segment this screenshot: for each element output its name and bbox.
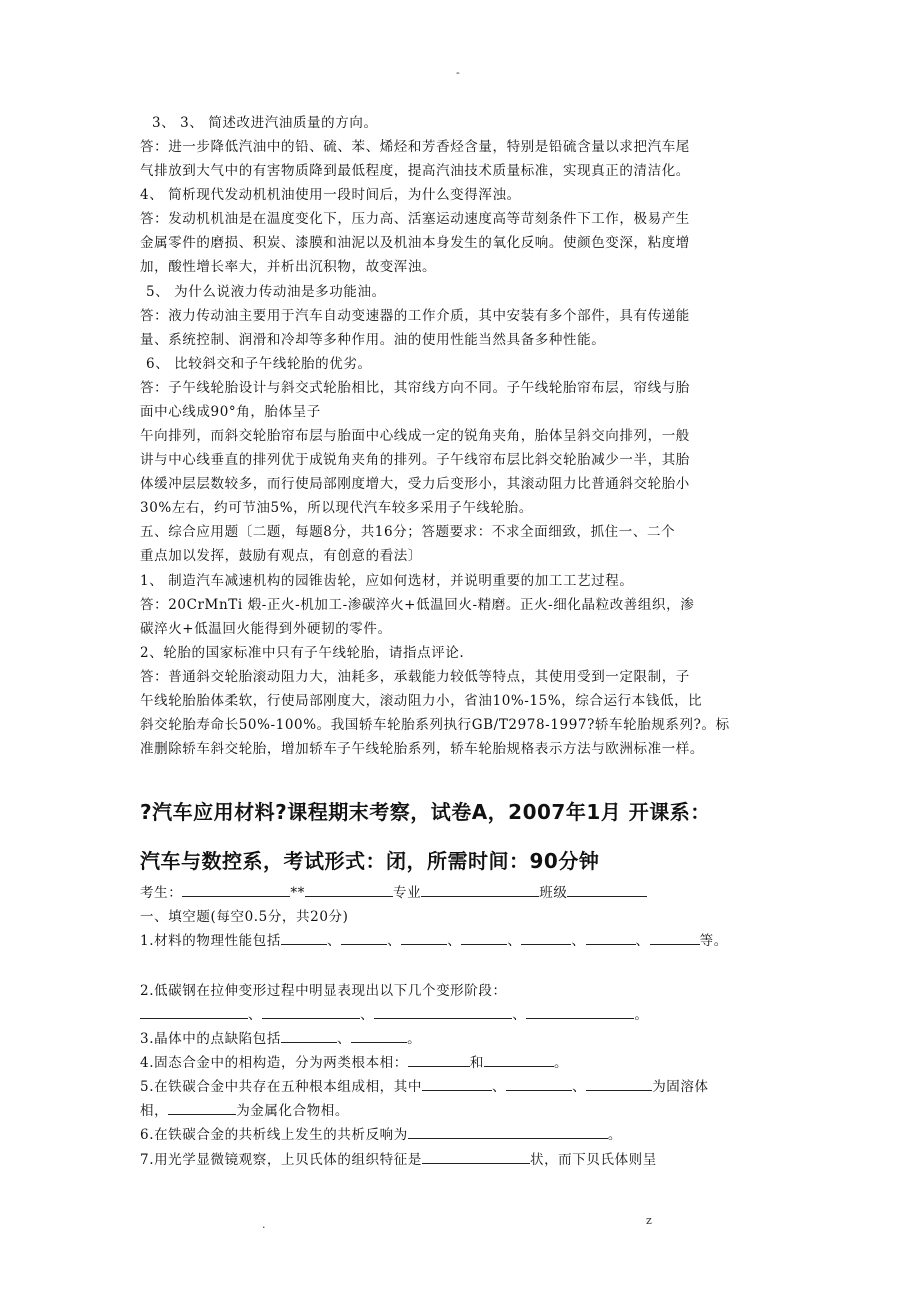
fill-question-5 — [140, 1076, 709, 1098]
answer-blank[interactable] — [168, 1102, 236, 1115]
class-blank[interactable] — [567, 884, 647, 897]
fill-question-1-end: 等。 — [699, 933, 728, 949]
answer-blank[interactable] — [650, 932, 700, 945]
answer-6-line4: 讲与中心线垂直的排列优于成锐角夹角的排列。子午线帘布层比斜交轮胎减少一半，其胎 — [140, 452, 690, 468]
answer-5-line2: 量、系统控制、润滑和冷却等多种作用。油的使用性能当然具备多种性能。 — [140, 332, 606, 348]
answer-4-line2: 金属零件的磨损、积炭、漆膜和油泥以及机油本身发生的氧化反响。使颜色变深，粘度增 — [140, 235, 690, 251]
answer-blank[interactable] — [521, 932, 571, 945]
student-info-row — [140, 882, 647, 904]
answer-3-line1: 答：进一步降低汽油中的铅、硫、苯、烯烃和芳香烃含量，特别是铅硫含量以求把汽车尾 — [140, 139, 690, 155]
fill-question-1 — [140, 930, 728, 952]
student-id-blank[interactable] — [305, 884, 393, 897]
footer-left-mark: . — [262, 1218, 266, 1231]
section-5-heading-line1: 五、综合应用题〔二题，每题8分，共16分；答题要求：不求全面细致，抓住一、二个 — [140, 524, 676, 540]
fill-question-7-text: 7.用光学显微镜观察，上贝氏体的组织特征是 — [140, 1152, 422, 1168]
answer-blank[interactable] — [408, 1054, 470, 1067]
comprehensive-answer-1-line2: 碳淬火+低温回火能得到外硬韧的零件。 — [140, 621, 392, 637]
major-blank[interactable] — [421, 884, 539, 897]
fill-question-5-tail: 为固溶体 — [652, 1079, 709, 1095]
separator: 、 — [447, 933, 462, 949]
answer-6-line6: 30%左右，约可节油5%，所以现代汽车较多采用子午线轮胎。 — [140, 500, 533, 516]
comprehensive-answer-2-line4: 准删除轿车斜交轮胎，增加轿车子午线轮胎系列，轿车轮胎规格表示方法与欧洲标准一样。 — [140, 741, 704, 757]
fill-question-6-text: 6.在铁碳合金的共析线上发生的共析反响为 — [140, 1127, 408, 1143]
comprehensive-answer-2-line2: 午线轮胎胎体柔软，行使局部刚度大，滚动阻力小，省油10%-15%，综合运行本钱低，比 — [140, 693, 703, 709]
answer-blank[interactable] — [526, 1006, 634, 1019]
separator: 、 — [336, 1031, 352, 1047]
student-name-blank[interactable] — [182, 884, 290, 897]
student-label: 考生： — [140, 885, 183, 901]
answer-3-line2: 气排放到大气中的有害物质降到最低程度，提高汽油技术质量标准，实现真正的清洁化。 — [140, 163, 690, 179]
answer-5-line1: 答：液力传动油主要用于汽车自动变速器的工作介质，其中安装有多个部件，具有传递能 — [140, 308, 690, 324]
answer-blank[interactable] — [281, 1030, 337, 1043]
answer-blank[interactable] — [461, 932, 507, 945]
fill-question-2-blanks — [140, 1004, 648, 1026]
class-label: 班级 — [539, 885, 568, 901]
fill-question-6 — [140, 1124, 622, 1146]
fill-question-5-text: 5.在铁碳合金中共存在五种根本组成相，其中 — [140, 1079, 422, 1095]
answer-blank[interactable] — [401, 932, 447, 945]
answer-4-line3: 加，酸性增长率大，并析出沉积物，故变浑浊。 — [140, 259, 437, 275]
answer-blank[interactable] — [262, 1006, 360, 1019]
period: 。 — [607, 1127, 622, 1143]
id-label: ** — [290, 885, 306, 901]
header-mark: - — [456, 66, 460, 79]
answer-6-line2: 面中心线成90°角，胎体呈子 — [140, 404, 321, 420]
separator: 、 — [248, 1007, 263, 1023]
comprehensive-question-1: 1、 制造汽车减速机构的园锥齿轮，应如何选材，并说明重要的加工工艺过程。 — [140, 573, 634, 589]
exam-title-line2: 汽车与数控系，考试形式：闭，所需时间：90分钟 — [140, 849, 600, 873]
exam-title-line1: ?汽车应用材料?课程期末考察，试卷A，2007年1月 开课系： — [140, 800, 711, 824]
separator: 、 — [572, 1079, 587, 1095]
answer-blank[interactable] — [408, 1126, 608, 1139]
fill-question-4-text: 4.固态合金中的相构造，分为两类根本相： — [140, 1055, 408, 1071]
footer-right-mark: z — [646, 1214, 652, 1227]
question-3: 3、 3、 简述改进汽油质量的方向。 — [152, 115, 378, 131]
comprehensive-answer-2-line1: 答：普通斜交轮胎滚动阻力大，油耗多，承载能力较低等特点，其使用受到一定限制，子 — [140, 669, 690, 685]
section-1-heading: 一、填空题(每空0.5分，共20分) — [140, 909, 349, 925]
answer-blank[interactable] — [351, 1030, 407, 1043]
fill-question-5-line2 — [140, 1100, 349, 1122]
fill-question-2: 2.低碳钢在拉伸变形过程中明显表现出以下几个变形阶段： — [140, 983, 507, 999]
answer-6-line3: 午向排列，而斜交轮胎帘布层与胎面中心线成一定的锐角夹角，胎体呈斜交向排列，一般 — [140, 428, 690, 444]
separator: 、 — [635, 933, 650, 949]
separator: 、 — [512, 1007, 527, 1023]
separator: 、 — [571, 933, 586, 949]
answer-blank[interactable] — [374, 1006, 512, 1019]
fill-question-7 — [140, 1149, 657, 1171]
fill-question-5-line2-text: 相， — [140, 1103, 169, 1119]
fill-question-1-text: 1.材料的物理性能包括 — [140, 933, 281, 949]
answer-blank[interactable] — [506, 1078, 572, 1091]
comprehensive-answer-1-line1: 答：20CrMnTi 煅-正火-机加工-渗碳淬火+低温回火-精磨。正火-细化晶粒改善组织，渗 — [140, 597, 695, 613]
fill-question-5-tail2: 为金属化合物相。 — [236, 1103, 350, 1119]
comprehensive-question-2: 2、轮胎的国家标准中只有子午线轮胎，请指点评论. — [140, 645, 465, 661]
answer-blank[interactable] — [422, 1151, 530, 1164]
question-5: 5、 为什么说液力传动油是多功能油。 — [146, 284, 386, 300]
separator: 、 — [360, 1007, 375, 1023]
question-6: 6、 比较斜交和子午线轮胎的优劣。 — [146, 356, 372, 372]
answer-blank[interactable] — [586, 1078, 652, 1091]
fill-question-3-text: 3.晶体中的点缺陷包括 — [140, 1031, 281, 1047]
period: 。 — [634, 1007, 649, 1023]
answer-6-line5: 体缓冲层层数较多，而行使局部刚度增大，受力后变形小，其滚动阻力比普通斜交轮胎小 — [140, 476, 690, 492]
fill-question-3 — [140, 1028, 421, 1050]
fill-question-7-tail: 状，而下贝氏体则呈 — [529, 1152, 657, 1168]
answer-blank[interactable] — [484, 1054, 554, 1067]
answer-blank[interactable] — [140, 1006, 248, 1019]
separator: 、 — [507, 933, 522, 949]
separator: 、 — [326, 933, 342, 949]
section-5-heading-line2: 重点加以发挥，鼓励有观点，有创意的看法〕 — [140, 548, 422, 564]
comprehensive-answer-2-line3: 斜交轮胎寿命长50%-100%。我国轿车轮胎系列执行GB/T2978-1997?轿车轮胎规系列?。标 — [140, 717, 730, 733]
separator: 、 — [387, 933, 402, 949]
answer-6-line1: 答：子午线轮胎设计与斜交式轮胎相比，其帘线方向不同。子午线轮胎帘布层，帘线与胎 — [140, 380, 690, 396]
answer-blank[interactable] — [422, 1078, 492, 1091]
answer-4-line1: 答：发动机机油是在温度变化下，压力高、活塞运动速度高等苛刻条件下工作，极易产生 — [140, 211, 690, 227]
question-4: 4、 简析现代发动机机油使用一段时间后，为什么变得浑浊。 — [140, 187, 521, 203]
answer-blank[interactable] — [281, 932, 327, 945]
period: 。 — [554, 1055, 569, 1071]
period: 。 — [407, 1031, 422, 1047]
answer-blank[interactable] — [341, 932, 387, 945]
answer-blank[interactable] — [586, 932, 636, 945]
and-word: 和 — [469, 1055, 484, 1071]
separator: 、 — [491, 1079, 507, 1095]
fill-question-4 — [140, 1052, 568, 1074]
major-label: 专业 — [393, 885, 422, 901]
